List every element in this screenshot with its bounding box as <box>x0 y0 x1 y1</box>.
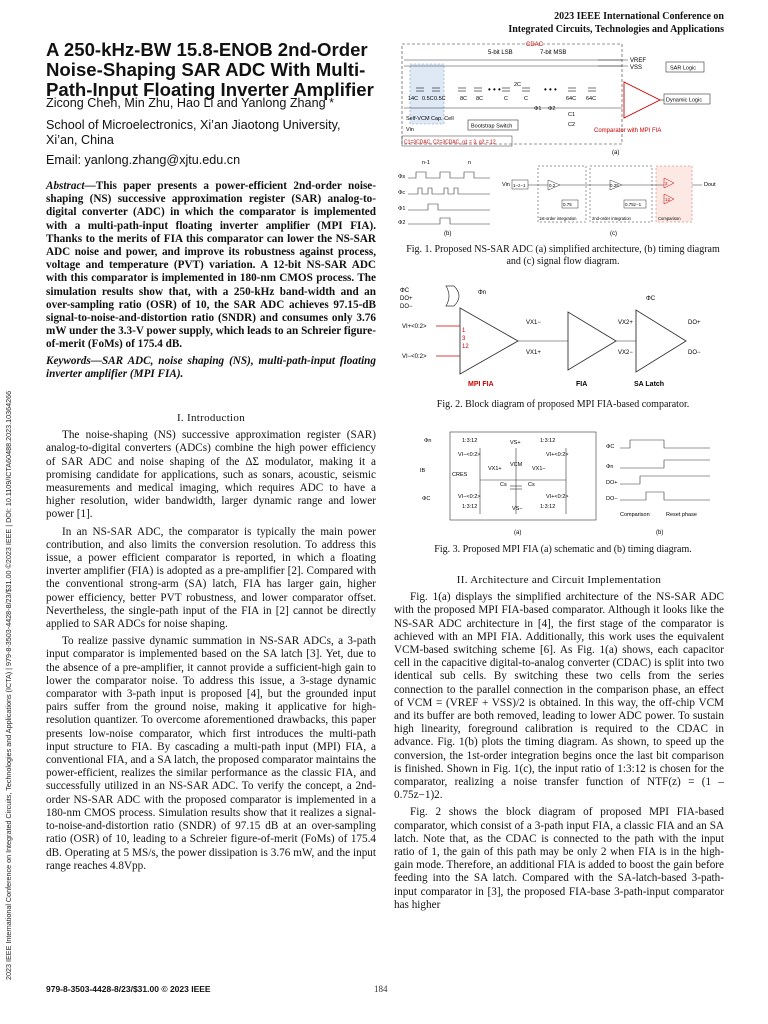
flow-vin: Vin <box>502 182 510 188</box>
sa-latch-block <box>636 310 686 372</box>
c2-label: C2 <box>568 122 576 128</box>
f2-phin: Φn <box>478 290 487 296</box>
section-1-paragraph-3: To realize passive dynamic summation in NS-SAR ADCs, a 3-path input comparator is implemented based on the SA latch [3]. Yet, due to the absence of a pre-amplifier, it cannot provide a sufficient-high gain to lower the comparator noise. To address this issue, a 3-stage dynamic comparator with 3-path input is proposed [4], but the grounded input pairs suffer from the ground noise, making it applicative for high-resolution quantizer. To overcome aforementioned drawbacks, this paper presents low-noise comparator, which first introduces the multi-path input structure to FIA. By cascading a multi-path input (MPI) FIA, a conventional FIA, and a SA latch, the proposed comparator maintains the power-efficient, realizes the similar performance as the classic FIA, and successfully utilized in an NS-SAR ADC. To verify the concept, a 2nd-order NS-SAR ADC with the proposed comparator is implemented in a 180-nm CMOS process. Simulation results show that it realizes a signal-to-noise-and-distortion ratio (SNDR) of 97.15 dB at an over-sampling ratio (OSR) of 10, leading to a Schreier figure-of-merit (FoMs) of 175.4 dB. Operating at 5 MS/s, the power dissipation is 3.76 mW, and the input range reaches 4.8Vpp. <box>46 635 376 872</box>
f2-salatch-label: SA Latch <box>634 381 665 388</box>
f3-vim: VI−<0:2> <box>458 452 481 458</box>
timing-diagram <box>408 172 490 224</box>
comparator-triangle <box>624 82 660 118</box>
f3-t-do2: DO− <box>606 496 618 502</box>
abstract <box>46 180 376 352</box>
svg-text:• • •: • • • <box>544 85 557 94</box>
phi2-label: Φ2 <box>548 106 556 112</box>
f3-t-phic: ΦC <box>606 444 615 450</box>
conference-line-2: Integrated Circuits, Technologies and Applications <box>508 24 724 35</box>
vref-label: VREF <box>630 58 647 64</box>
flow-gain-3: 3 <box>665 181 668 186</box>
fig3a-label: (a) <box>514 530 522 536</box>
figure-3-caption: Fig. 3. Proposed MPI FIA (a) schematic and (b) timing diagram. <box>434 544 692 555</box>
f3-t-phin: Φn <box>606 464 614 470</box>
f2-phic: ΦC <box>400 288 410 294</box>
flow-gain-075z: 0.75z−1 <box>625 202 642 207</box>
email: Email: yanlong.zhang@xjtu.edu.cn <box>46 153 241 167</box>
flow-block-1-label: 1−z−1 <box>513 183 526 188</box>
f3-phic: ΦC <box>422 496 431 502</box>
f3-reset: Reset phase <box>666 512 697 518</box>
abstract-label: Abstract <box>46 180 85 192</box>
affiliation: School of Microelectronics, Xi’an Jiaotong University, Xi’an, China <box>46 118 341 147</box>
f2-do2: DO− <box>400 304 413 310</box>
f3-ratio-1: 1:3:12 <box>462 438 478 444</box>
f2-vip: VI+<0:2> <box>402 324 427 330</box>
vin-label: Vin <box>406 127 414 133</box>
flow-gain-02: 0.2 <box>549 183 556 188</box>
section-2-paragraph-2: Fig. 2 shows the block diagram of proposed MPI FIA-based comparator, which consist of a 3-path input FIA, a classic FIA and an SA latch. Note that, as the CDAC is connected to the path with the input ratio of 1, the gain of this path may be only 2 when FIA is in the high-gain mode. Therefore, an additional FIA is added to boost the gain before feeding into the SA latch. Compared with the SA-latch-based 3-path-input comparator in [3], the proposed FIA-base 3-path-input comparator has higher <box>394 806 724 911</box>
fig1c-label: (c) <box>610 231 617 237</box>
f3-cs-1: Cs <box>500 482 507 488</box>
f3-ratio-3: 1:3:12 <box>462 504 478 510</box>
f2-vx1p: VX1+ <box>526 350 541 356</box>
f3-vcm: VCM <box>510 462 523 468</box>
timing-phic: Φc <box>398 190 406 196</box>
svg-text:• • •: • • • <box>488 85 501 94</box>
conference-header <box>508 10 724 36</box>
f2-dop: DO+ <box>688 320 701 326</box>
section-2-heading: II. Architecture and Circuit Implementation <box>456 574 662 586</box>
section-2-paragraph-1: Fig. 1(a) displays the simplified architecture of the NS-SAR ADC with the proposed MPI FIA-based comparator. Although it looks like the NS-SAR ADC architecture in [4], the first stage of the comparator is achieved with an MPI FIA. Additionally, this work uses the equivalent VCM-based switching scheme [6]. As Fig. 1(a) shows, each capacitor cell in the capacitive digital-to-analog converter (CDAC) is split into two identical sub cells. By switching these two cells from the series connection to the parallel connection in the comparison phase, an effect of VCM = (VREF + VSS)/2 is obtained. In this way, the off-chip VCM and its buffer are both removed, leading to lower ADC power. To sustain high linearity, foreground calibration is required to the CDAC in advance. Fig. 1(b) plots the timing diagram. As shown, to speed up the conversion, the 1st-order integration begins once the last bit comparison is finished. Shown in Fig. 1(c), the input ratio of 1:3:12 is chosen for the comparator, realizing a noise transfer function of NTF(z) = (1 – 0.75z−1)2. <box>394 591 724 802</box>
f2-phic-2: ΦC <box>646 296 656 302</box>
phi1-label: Φ1 <box>534 106 542 112</box>
timing-phis: Φs <box>398 174 406 180</box>
cap-64c-a: 64C <box>566 96 577 102</box>
nor-gate <box>446 286 459 306</box>
f2-g3: 3 <box>462 336 466 342</box>
f3-vip: VI+<0:2> <box>546 452 569 458</box>
keywords: Keywords—SAR ADC, noise shaping (NS), multi-path-input floating inverter amplifier (MPI FIA). <box>46 355 376 381</box>
msb-label: 7-bit MSB <box>540 50 567 56</box>
f3-vx1m: VX1− <box>532 466 546 472</box>
flow-stage-3: Comparison <box>658 216 681 221</box>
f3-vsp: VS+ <box>510 440 521 446</box>
figure-1 <box>398 38 728 238</box>
flow-stage-2: 2nd-order integration <box>592 216 631 221</box>
f3-ib: IB <box>420 468 426 474</box>
cap-c-1: C <box>504 96 508 102</box>
f2-mpifia-label: MPI FIA <box>468 381 494 388</box>
mpi-fia-block <box>460 308 518 374</box>
c1-label: C1 <box>568 112 576 118</box>
authors: Zicong Chen, Min Zhu, Hao Li and Yanlong Zhang * <box>46 96 334 110</box>
cap-14c: 14C <box>408 96 419 102</box>
flow-gain-075: 0.75 <box>563 202 572 207</box>
cap-8c-b: 8C <box>476 96 484 102</box>
f2-fia-label: FIA <box>576 381 588 388</box>
cap-2c: 2C <box>514 82 522 88</box>
left-column <box>46 412 376 877</box>
f2-do1: DO+ <box>400 296 413 302</box>
f3-cres: CRES <box>452 472 468 478</box>
fig1b-label: (b) <box>444 231 452 237</box>
page-number: 184 <box>374 984 388 994</box>
fig1a-label: (a) <box>612 150 620 156</box>
cap-64c-b: 64C <box>586 96 597 102</box>
timing-n1: n-1 <box>422 160 430 166</box>
flow-dout: Dout <box>704 182 716 188</box>
sar-logic-label: SAR Logic <box>670 65 696 72</box>
figure-3 <box>420 428 720 540</box>
f3-ratio-2: 1:3:12 <box>540 438 556 444</box>
section-1-paragraph-1: The noise-shaping (NS) successive approximation register (SAR) analog-to-digital converters (ADCs) combine the high power efficiency of SAR ADC and noise shaping of the ΔΣ modulator, making it a promising candidate for applications, such as sonars, acoustic, seismic measurements and medical imaging, which requires ADC to have a higher resolution, wider bandwidth, larger dynamic range and lower power [1]. <box>46 429 376 521</box>
f3-vip-2: VI+<0:2> <box>546 494 569 500</box>
timing-phi2: Φ2 <box>398 220 406 226</box>
figure-1-caption: Fig. 1. Proposed NS-SAR ADC (a) simplified architecture, (b) timing diagram and (c) signal flow diagram. <box>406 244 720 267</box>
f3-vsm: VS− <box>512 506 523 512</box>
f3-ratio-4: 1:3:12 <box>540 504 556 510</box>
f3-cs-2: Cs <box>528 482 535 488</box>
flow-stage-1: 1st-order integration <box>539 216 577 221</box>
paper-title: A 250-kHz-BW 15.8-ENOB 2nd-Order Noise-Shaping SAR ADC With Multi-Path-Input Floating Inverter Amplifier <box>46 39 374 100</box>
f3-phin: Φn <box>424 438 432 444</box>
f2-vim: VI−<0:2> <box>402 354 427 360</box>
right-column <box>394 574 724 916</box>
vss-label: VSS <box>630 65 643 71</box>
f2-dom: DO− <box>688 350 701 356</box>
f2-vx2m: VX2− <box>618 350 633 356</box>
timing-phi1: Φ1 <box>398 206 406 212</box>
sidebar-doi-text: 2023 IEEE International Conference on Integrated Circuits, Technologies and Applications (ICTA) | 979-8-3503-4428-8/23/$31.00 ©2023 IEEE | DOI: 10.1109/ICTA60488.2023.10364266 <box>4 390 13 980</box>
cap-05c-b: 0.5C <box>434 96 446 102</box>
conference-line-1: 2023 IEEE International Conference on <box>554 11 724 22</box>
figure-2-caption: Fig. 2. Block diagram of proposed MPI FIA-based comparator. <box>436 399 690 410</box>
figure-2 <box>396 278 726 394</box>
f2-vx1m: VX1− <box>526 320 541 326</box>
f3-vim-2: VI−<0:2> <box>458 494 481 500</box>
timing-n: n <box>468 160 472 166</box>
cap-05c-a: 0.5C <box>422 96 434 102</box>
self-vcm-cell <box>410 64 444 124</box>
f3-timing <box>620 440 710 500</box>
sidebar-doi <box>4 390 13 980</box>
f2-g1: 1 <box>462 328 466 334</box>
fia-block <box>568 312 616 370</box>
abstract-text: —This paper presents a power-efficient 2nd-order noise-shaping (NS) successive approximation register (SAR) analog-to-digital converter (ADC) in which the comparator is implemented with a multi-path-input floating inverter amplifier (MPI FIA). Thanks to the merits of FIA this comparator can lower the NS-SAR ADC noise and power, and improve its robustness against process, voltage and temperature (PVT) variation. A 12-bit NS-SAR ADC with this comparator is implemented in 180-nm CMOS process. The simulation results show that, with a 250-kHz band-width and an over-sampling ratio (OSR) of 10, the SAR ADC achieves 97.15-dB signal-to-noise-and-distortion ratio (SNDR) and consumes only 3.76 mW under the 3.3-V power supply, which leads to an Schreier figure-of-merit (FoMs) of 175.4 dB. <box>46 180 376 351</box>
section-1-paragraph-2: In an NS-SAR ADC, the comparator is typically the main power contribution, and also limits the conversion resolution. To address this issue, a power efficient comparator is reported, in which a floating inverter amplifier (FIA) is adopted as a pre-amplifier [2]. Compared with the conventional strong-arm (SA) latch, FIA has larger gain, higher power efficiency, better PVT robustness, and lower comparator offset. Nevertheless, the single-path input of the FIA in [2] cannot be directly applied to SAR ADCs for noise shaping. <box>46 525 376 631</box>
comparator-label: Comparator with MPI FIA <box>594 128 662 134</box>
f3-t-do1: DO+ <box>606 480 618 486</box>
fig3b-label: (b) <box>656 530 664 536</box>
footer-copyright: 979-8-3503-4428-8/23/$31.00 © 2023 IEEE <box>46 984 211 994</box>
f2-g12: 12 <box>462 344 469 350</box>
cap-c-2: C <box>524 96 528 102</box>
f3-vx1p: VX1+ <box>488 466 502 472</box>
cap-equation: C1=3CDAC, C2=3CDAC, g1 = 3, g2 = 12 <box>404 139 496 146</box>
section-1-heading: I. Introduction <box>176 412 246 424</box>
dynamic-logic-label: Dynamic Logic <box>666 97 703 104</box>
flow-gain-12: 12 <box>665 197 671 202</box>
bootstrap-label: Bootstrap Switch <box>471 123 513 130</box>
cdac-label: CDAC <box>526 42 544 48</box>
cap-8c-a: 8C <box>460 96 468 102</box>
f3-comparison: Comparison <box>620 512 650 518</box>
self-vcm-label: Self-VCM Cap. Cell <box>406 116 454 122</box>
f2-vx2p: VX2+ <box>618 320 633 326</box>
lsb-label: 5-bit LSB <box>488 50 513 56</box>
flow-gain-025: 0.25 <box>610 183 619 188</box>
